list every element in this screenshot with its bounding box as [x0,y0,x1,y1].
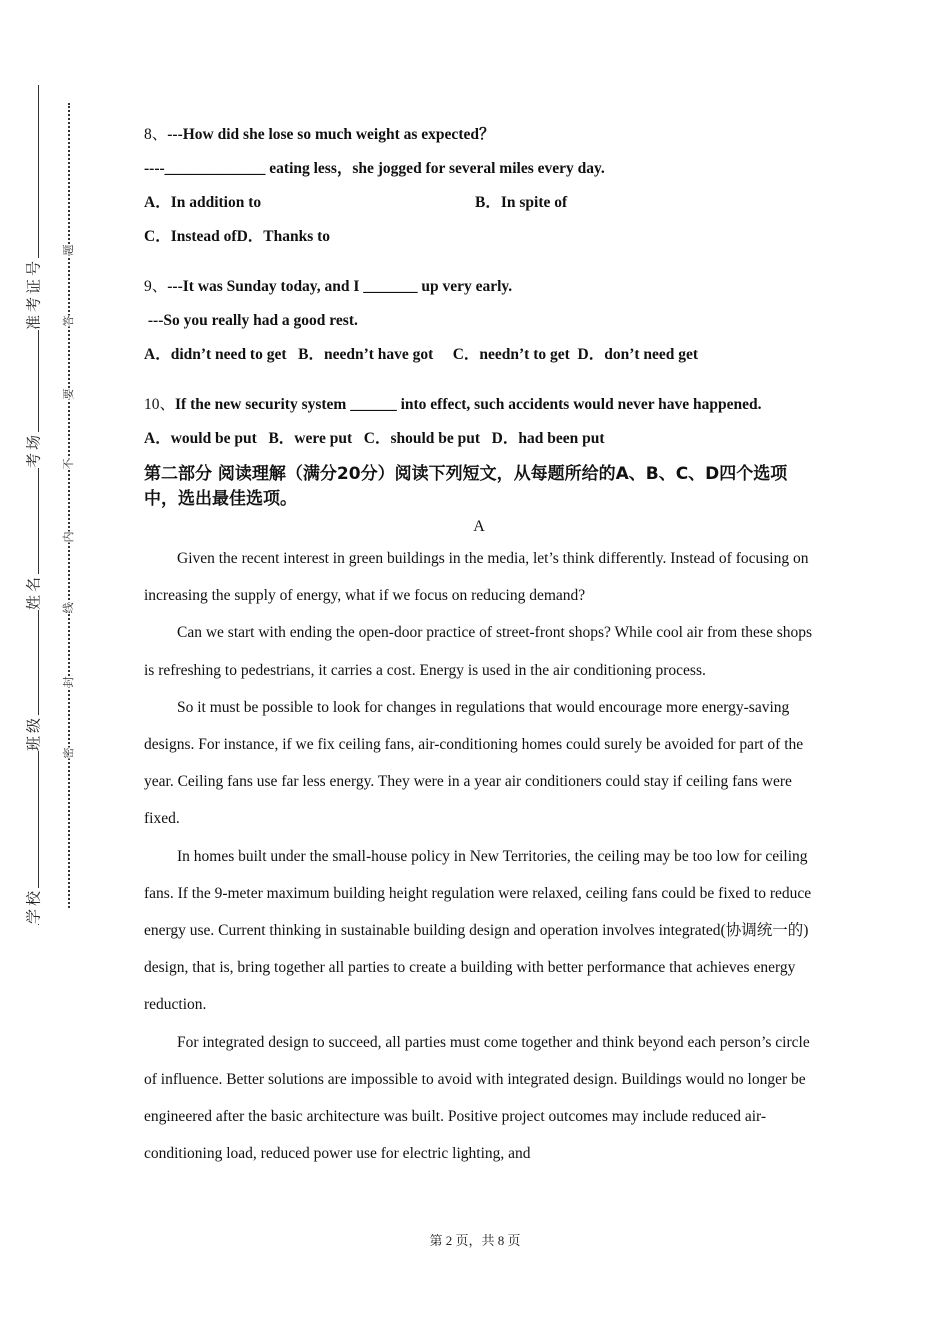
footer-middle: 页，共 [455,1233,495,1248]
question-10-stem-text: If the new security system ______ into effect, such accidents would never have happened. [175,396,762,413]
footer-total-pages: 8 [497,1233,505,1248]
passage-paragraph: For integrated design to succeed, all parties must come together and think beyond each person’s circle of influence. Better solutions are impossible to avoid with integrated design. Buildings would no longer be engineered after the basic architecture was built. Positive project outcomes may include reduced air-conditioning load, reduced power use for electric lighting, and [144,1033,810,1163]
binding-margin [0,0,90,1344]
passage-paragraph: Can we start with ending the open-door practice of street-front shops? While cool air from these shops is refreshing to pedestrians, it carries a cost. Energy is used in the air conditioning process. [144,624,813,679]
question-10-number: 10、 [144,396,176,413]
seal-char-ti: 题 [59,245,77,256]
seal-char-xian: 线 [59,603,77,614]
seal-char-bu: 不 [59,459,77,470]
question-8 [144,118,814,254]
question-8-reply: ----_____________ eating less，she jogged for several miles every day. [144,160,605,177]
passage-label: A [473,518,485,535]
class-label: 班级 [21,715,46,751]
question-9-reply: ---So you really had a good rest. [144,312,358,329]
seal-char-yao: 要 [59,389,77,400]
question-8-option-a[interactable]: A．In addition to [144,194,262,211]
question-8-option-b[interactable]: B．In spite of [475,194,568,211]
seal-char-nei: 内 [59,532,77,543]
question-8-stem-text: ---How did she lose so much weight as expected？ [167,126,495,143]
footer-prefix: 第 [429,1233,443,1248]
footer-suffix: 页 [507,1233,521,1248]
seal-char-mi: 密 [59,748,77,759]
question-9-options[interactable]: A．didn’t need to get B．needn’t have got C．needn’t to get D．don’t need get [144,346,699,363]
question-8-options-cd[interactable]: C．Instead ofD．Thanks to [144,228,331,245]
passage-paragraph: In homes built under the small-house policy in New Territories, the ceiling may be too low for ceiling fans. If the 9-meter maximum building height regulation were relaxed, ceiling fans could be fixed to reduce energy use. Current thinking in sustainable building design and operation involves integrated(协调统一的) design, that is, bring together all parties to create a building with better performance that achieves energy reduction. [144,847,812,1014]
question-8-options-ab [144,186,814,220]
question-9-stem-text: ---It was Sunday today, and I _______ up very early. [167,278,513,295]
page-content [144,118,814,1172]
binding-solid-line [38,85,39,925]
question-9-stem [144,270,814,304]
seal-char-feng: 封 [59,677,77,688]
section-heading: 第二部分 阅读理解（满分20分）阅读下列短文，从每题所给的A、B、C、D四个选项中，选出最佳选项。 [144,464,788,509]
name-label: 姓名 [21,574,46,610]
school-label: 学校 [21,888,46,924]
question-9 [144,270,814,372]
exam-room-label: 考场 [21,432,46,468]
question-10 [144,388,814,452]
passage-paragraph: So it must be possible to look for changes in regulations that would encourage more energy-saving designs. For instance, if we fix ceiling fans, air-conditioning homes could surely be avoided for part of the year. Ceiling fans use far less energy. They were in a year air conditioners could stay if ceiling fans were fixed. [144,698,804,828]
footer-page-number: 2 [445,1233,453,1248]
page-footer [0,1230,950,1249]
binding-dotted-line [68,103,70,908]
question-10-stem [144,388,814,422]
question-8-number: 8、 [144,126,168,143]
seal-char-da: 答 [59,316,77,327]
question-10-options[interactable]: A．would be put B．were put C．should be put D．had been put [144,430,605,447]
question-9-number: 9、 [144,278,168,295]
exam-number-label: 准考证号 [21,258,46,330]
question-8-stem [144,118,814,152]
passage-paragraph: Given the recent interest in green buildings in the media, let’s think differently. Instead of focusing on increasing the supply of energy, what if we focus on reducing demand? [144,550,809,605]
